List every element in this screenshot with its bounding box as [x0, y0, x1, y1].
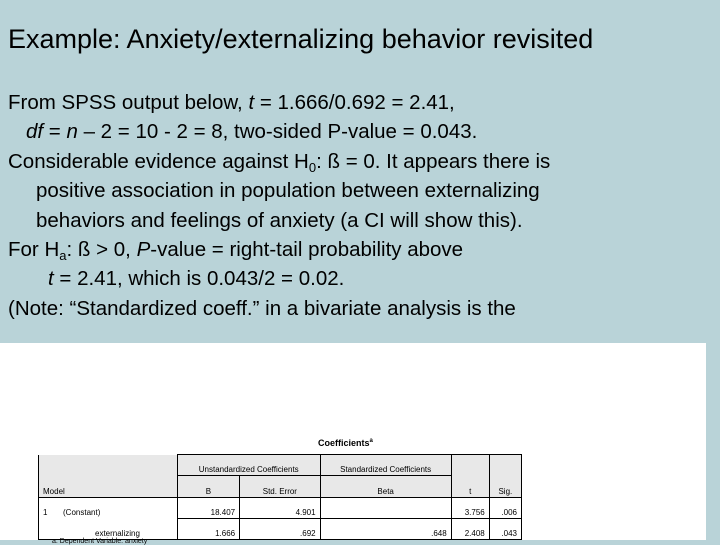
cell-t: 3.756 [451, 497, 489, 518]
text: -value = right-tail probability above [150, 237, 464, 261]
row-label [39, 497, 178, 518]
header-blank [489, 455, 521, 476]
title-bold: Example [8, 24, 114, 54]
cell-se: .692 [240, 518, 320, 539]
cell-beta [320, 497, 451, 518]
term-name: externalizing [95, 529, 140, 538]
t-symbol: t [248, 91, 255, 114]
model-number: 1 [43, 508, 48, 518]
coefficients-title-footnote-mark: a [369, 438, 373, 444]
header-row-columns [39, 476, 522, 497]
beta-symbol: ß [77, 237, 91, 261]
text: = 2.41, which is 0.043/2 = 0.02. [53, 267, 345, 291]
spss-output-panel [0, 343, 706, 545]
text: = [43, 120, 67, 144]
body-line-2 [8, 117, 720, 146]
table-row [39, 518, 522, 539]
text: From SPSS output below, [8, 91, 249, 114]
text: : [66, 237, 78, 261]
cell-t: 2.408 [451, 518, 489, 539]
coefficients-title [318, 438, 373, 448]
text: Considerable evidence against H [8, 149, 309, 173]
term-name: (Constant) [63, 508, 101, 518]
coefficients-title-text: Coefficients [318, 438, 370, 448]
slide-body [8, 88, 720, 323]
cell-sig: .006 [489, 497, 521, 518]
text: = 1.666/0.692 = 2.41, [254, 91, 455, 114]
cell-sig: .043 [489, 518, 521, 539]
cell-b: 1.666 [177, 518, 239, 539]
body-line-3 [8, 147, 720, 176]
body-line-1 [8, 88, 720, 117]
header-sig: Sig. [489, 476, 521, 497]
header-blank [451, 455, 489, 476]
body-line-8: (Note: “Standardized coeff.” in a bivariate analysis is the [8, 296, 516, 320]
text: > 0, [90, 237, 137, 261]
text: : [316, 149, 328, 173]
header-std-error: Std. Error [240, 476, 320, 497]
table-row [39, 497, 522, 518]
body-line-6 [8, 235, 720, 264]
body-line-4: positive association in population between externalizing [36, 179, 540, 203]
header-blank [39, 455, 178, 476]
ha-subscript: a [59, 247, 67, 263]
header-beta: Beta [320, 476, 451, 497]
slide-title [8, 22, 720, 56]
text: – 2 = 10 - 2 = 8, two-sided P-value = 0.043. [77, 120, 478, 144]
header-unstandardized: Unstandardized Coefficients [177, 455, 320, 476]
cell-se: 4.901 [240, 497, 320, 518]
t-symbol: t [48, 267, 54, 291]
table-footnote: a. Dependent Variable: anxiety [52, 538, 148, 545]
header-standardized: Standardized Coefficients [320, 455, 451, 476]
cell-beta: .648 [320, 518, 451, 539]
text: = 0. It appears there is [340, 149, 551, 173]
coefficients-table [38, 454, 522, 540]
header-b: B [177, 476, 239, 497]
body-line-5: behaviors and feelings of anxiety (a CI will show this). [36, 208, 523, 232]
header-t: t [451, 476, 489, 497]
df-symbol: df [26, 120, 44, 144]
row-label [39, 518, 178, 539]
text: For H [8, 237, 60, 261]
cell-b: 18.407 [177, 497, 239, 518]
h0-subscript: 0 [308, 159, 317, 175]
p-symbol: P [136, 237, 151, 261]
title-rest: : Anxiety/externalizing behavior revisited [113, 24, 594, 54]
body-line-7 [8, 264, 720, 293]
header-model: Model [39, 476, 178, 497]
beta-symbol: ß [327, 149, 341, 173]
n-symbol: n [66, 120, 78, 144]
header-row-groups [39, 455, 522, 476]
